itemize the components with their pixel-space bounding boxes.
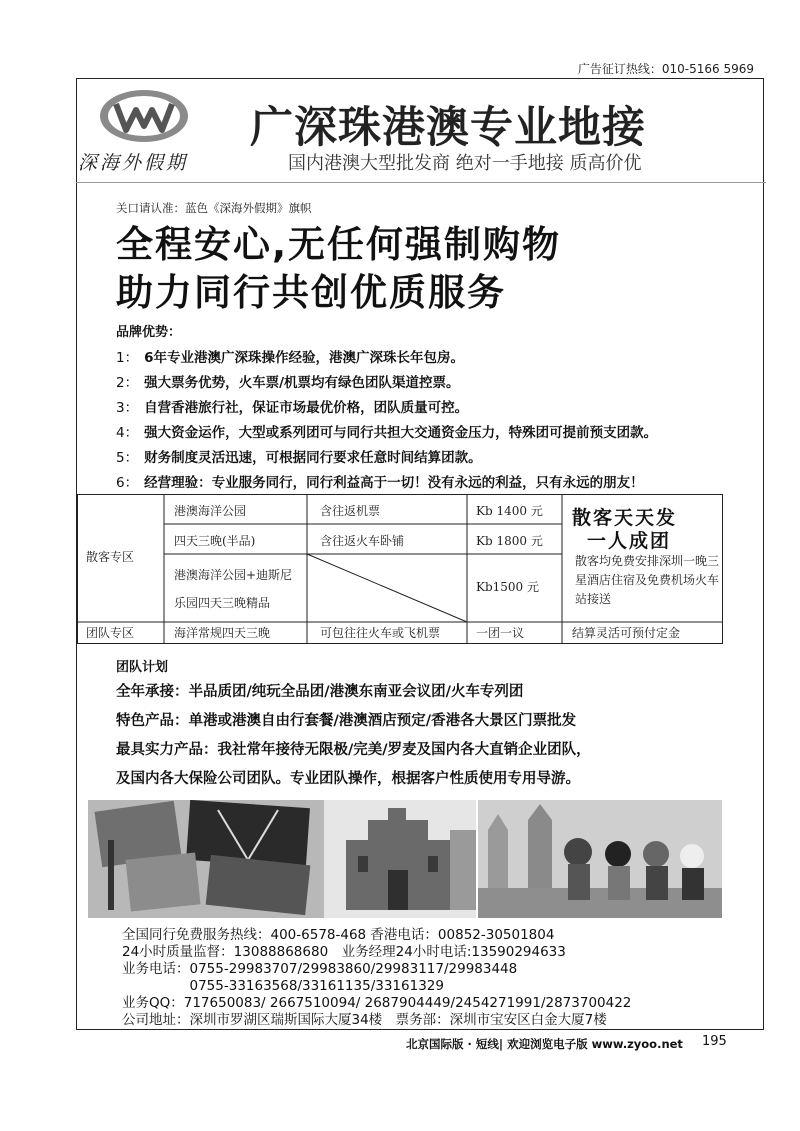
- team-transport-cell: 可包往往火车或飞机票: [320, 626, 441, 640]
- transport-cell: 含往返火车卧铺: [320, 534, 405, 548]
- contact-line: 24小时质量监督：13088868680 业务经理24小时电话:13590294633: [122, 944, 566, 960]
- divider: [76, 182, 766, 183]
- box-title-2: 一人成团: [587, 530, 672, 552]
- macau-night-photo: [88, 800, 324, 918]
- price-cell: Kb1500 元: [476, 580, 540, 594]
- contact-line: 公司地址：深圳市罗湖区瑞斯国际大厦34楼 票务部：深圳市宝安区白金大厦7楼: [122, 1012, 607, 1028]
- team-note-cell: 结算灵活可预付定金: [572, 626, 681, 640]
- zone-team: 团队专区: [86, 626, 135, 640]
- advantage-item: 1： 6年专业港澳广深珠操作经验，港澳广深珠长年包房。: [116, 350, 464, 366]
- flag-notice: 关口请认准：蓝色《深海外假期》旗帜: [116, 201, 312, 215]
- contact-line: 业务QQ：717650083/ 2667510094/ 2687904449/2454271991/2873700422: [122, 995, 632, 1011]
- slogan-line-1: 全程安心,无任何强制购物: [116, 223, 562, 266]
- advantage-item: 2： 强大票务优势，火车票/机票均有绿色团队渠道控票。: [116, 375, 460, 391]
- team-plan-title: 团队计划: [116, 660, 169, 675]
- footer-text: 北京国际版 · 短线| 欢迎浏览电子版 www.zyoo.net: [406, 1037, 683, 1051]
- line-cell: 四天三晚(半品): [174, 534, 256, 548]
- ad-hotline: 广告征订热线：010-5166 5969: [577, 62, 754, 76]
- ruins-of-st-paul-photo: [324, 800, 476, 918]
- team-plan-line: 最具实力产品：我社常年接待无限极/完美/罗麦及国内各大直销企业团队，: [116, 742, 591, 758]
- page-subtitle: 国内港澳大型批发商 绝对一手地接 质高价优: [288, 153, 642, 174]
- box-description: 散客均免费安排深圳一晚三星酒店住宿及免费机场火车站接送: [575, 554, 720, 606]
- advantage-item: 4： 强大资金运作，大型或系列团可与同行共担大交通资金压力，特殊团可提前预支团款。: [116, 425, 658, 441]
- team-plan-line: 全年承接：半品质团/纯玩全品团/港澳东南亚会议团/火车专列团: [116, 684, 524, 700]
- contact-line: 0755-33163568/33161135/33161329: [122, 978, 444, 994]
- contact-line: 全国同行免费服务热线：400-6578-468 香港电话：00852-30501804: [122, 927, 555, 943]
- slogan-line-2: 助力同行共创优质服务: [116, 271, 506, 314]
- price-cell: Kb 1400 元: [476, 504, 543, 518]
- price-cell: Kb 1800 元: [476, 534, 543, 548]
- box-title-1: 散客天天发: [572, 507, 678, 529]
- advantages-title: 品牌优势：: [116, 325, 182, 340]
- line-cell-2: 乐园四天三晚精品: [174, 596, 271, 610]
- disneyland-photo: [478, 800, 722, 918]
- team-price-cell: 一团一议: [476, 626, 525, 640]
- zone-scatter: 散客专区: [86, 550, 135, 564]
- page-title: 广深珠港澳专业地接: [250, 103, 646, 153]
- page-number: 195: [702, 1034, 727, 1049]
- logo-text: 深海外假期: [78, 152, 189, 174]
- advantage-item: 6： 经营理验：专业服务同行，同行利益高于一切！没有永远的利益，只有永远的朋友！: [116, 475, 644, 491]
- photo-collage: [88, 800, 722, 918]
- team-line-cell: 海洋常规四天三晚: [174, 626, 271, 640]
- transport-cell: 含往返机票: [320, 504, 381, 518]
- brand-logo: [98, 88, 190, 144]
- advantage-item: 3： 自营香港旅行社，保证市场最优价格，团队质量可控。: [116, 400, 469, 416]
- team-plan-line: 及国内各大保险公司团队。专业团队操作，根据客户性质使用专用导游。: [116, 771, 580, 787]
- contact-line: 业务电话：0755-29983707/29983860/29983117/29983448: [122, 961, 518, 977]
- team-plan-line: 特色产品：单港或港澳自由行套餐/港澳酒店预定/香港各大景区门票批发: [116, 713, 577, 729]
- line-cell: 港澳海洋公园+迪斯尼: [174, 568, 293, 582]
- advantage-item: 5： 财务制度灵活迅速，可根据同行要求任意时间结算团款。: [116, 450, 482, 466]
- line-cell: 港澳海洋公园: [174, 504, 247, 518]
